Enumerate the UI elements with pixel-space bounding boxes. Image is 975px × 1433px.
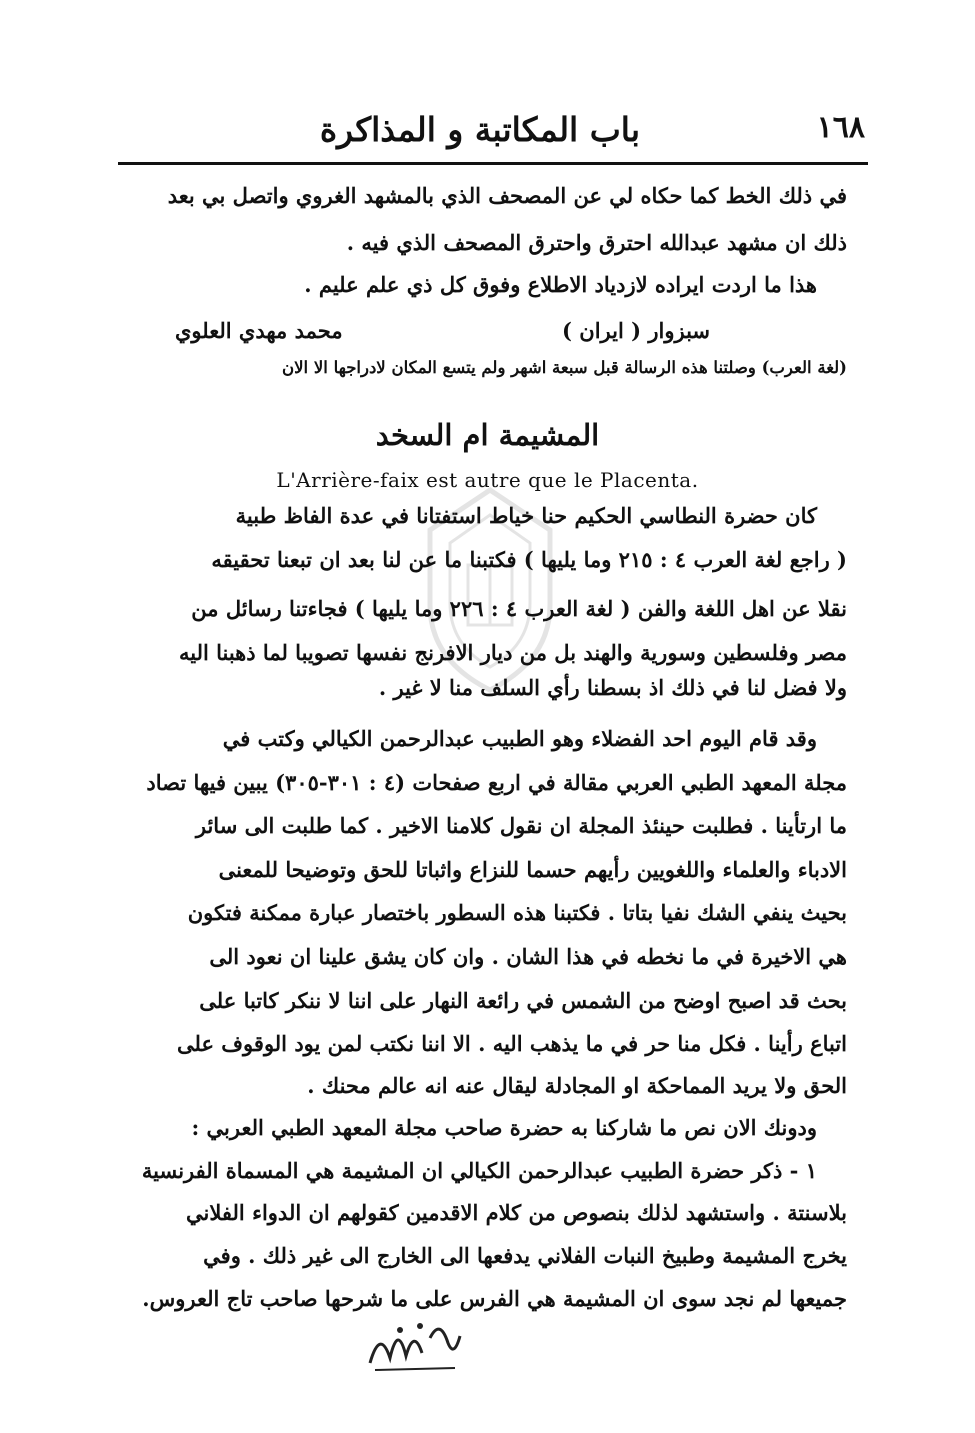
article-line: يخرج المشيمة وطبيخ النبات الفلاني يدفعها الى الخارج الى غير ذلك . وفي <box>203 1243 847 1268</box>
article-line: وقد قام اليوم احد الفضلاء وهو الطبيب عبدالرحمن الكيالي وكتب في <box>222 726 817 751</box>
article-line: بلاسنتة . واستشهد لذلك بنصوص من كلام الاقدمين كقولهم ان الدواء الفلاني <box>186 1200 847 1225</box>
article-line: هي الاخيرة في ما نخطه في هذا الشان . وان كان يشق علينا ان نعود الى <box>209 944 847 969</box>
signature-place: سبزوار ( ايران ) <box>562 318 710 343</box>
article-subtitle: L'Arrière-faix est autre que le Placenta. <box>276 468 699 492</box>
section-title: باب المكاتبة و المذاكرة <box>319 110 640 149</box>
article-line: جميعها لم نجد سوى ان المشيمة هي الفرس على ما شرحها صاحب تاج العروس. <box>142 1286 847 1311</box>
article-line: الحق ولا يريد المماحكة او المجادلة ليقال عنه انه عالم محنك . <box>307 1073 847 1098</box>
letter-line: ذلك ان مشهد عبدالله احترق واحترق المصحف الذي فيه . <box>346 230 847 255</box>
article-line: مجلة المعهد الطبي العربي مقالة في اربع صفحات (٤ : ٣٠١-٣٠٥) يبين فيها تصاد <box>146 770 847 795</box>
article-line: ولا فضل لنا في ذلك اذ بسطنا رأي السلف منا لا غير . <box>378 675 847 700</box>
article-line: بحيث ينفي الشك نفيا بتاتا . فكتبنا هذه السطور باختصار عبارة ممكنة فتكون <box>187 900 847 925</box>
article-line: ١ - ذكر حضرة الطبيب عبدالرحمن الكيالي ان المشيمة هي المسماة الفرنسية <box>141 1158 817 1183</box>
letter-line: في ذلك الخط كما حكاه لي عن المصحف الذي بالمشهد الغروي واتصل بي بعد <box>167 183 847 208</box>
article-line: ما ارتأينا . فطلبت حينئذ المجلة ان نقول كلامنا الاخير . كما طلبت الى سائر <box>195 813 847 838</box>
article-title: المشيمة ام السخد <box>375 418 600 452</box>
article-line: كان حضرة النطاسي الحكيم حنا خياط استفتانا في عدة الفاظ طبية <box>235 503 817 528</box>
article-line: ودونك الان نص ما شاركنا به حضرة صاحب مجلة المعهد الطبي العربي : <box>191 1115 817 1140</box>
header-rule <box>118 162 868 165</box>
signature-name: محمد مهدي العلوي <box>175 318 343 343</box>
article-line: الادباء والعلماء واللغويين رأيهم حسما للنزاع واثباتا للحق وتوضيحا للمعنى <box>218 857 847 882</box>
article-line: ( راجع لغة العرب ٤ : ٢١٥ وما يليها ) فكتبنا ما عن لنا بعد ان تبعنا تحقيقه <box>211 547 847 572</box>
editor-note: (لغة العرب) وصلتنا هذه الرسالة قبل سبعة اشهر ولم يتسع المكان لادراجها الا الان <box>281 358 847 377</box>
ink-stamp-mark <box>360 1308 470 1378</box>
page-number: ١٦٨ <box>816 110 865 145</box>
letter-closing: هذا ما اردت ايراده لازدياد الاطلاع وفوق كل ذي علم عليم . <box>304 272 817 297</box>
article-line: مصر وفلسطين وسورية والهند بل من ديار الافرنج نفسها تصويبا لما ذهبنا اليه <box>178 640 847 665</box>
article-line: بحث قد اصبح اوضح من الشمس في رائعة النهار على اننا لا ننكر كاتبا على <box>199 988 847 1013</box>
article-line: نقلا عن اهل اللغة والفن ( لغة العرب ٤ : ٢٢٦ وما يليها ) فجاءتنا رسائل من <box>191 596 847 621</box>
page-header <box>120 110 865 160</box>
article-line: اتباع رأينا . فكل منا حر في ما يذهب اليه . الا اننا نكتب لمن يود الوقوف على <box>176 1031 847 1056</box>
